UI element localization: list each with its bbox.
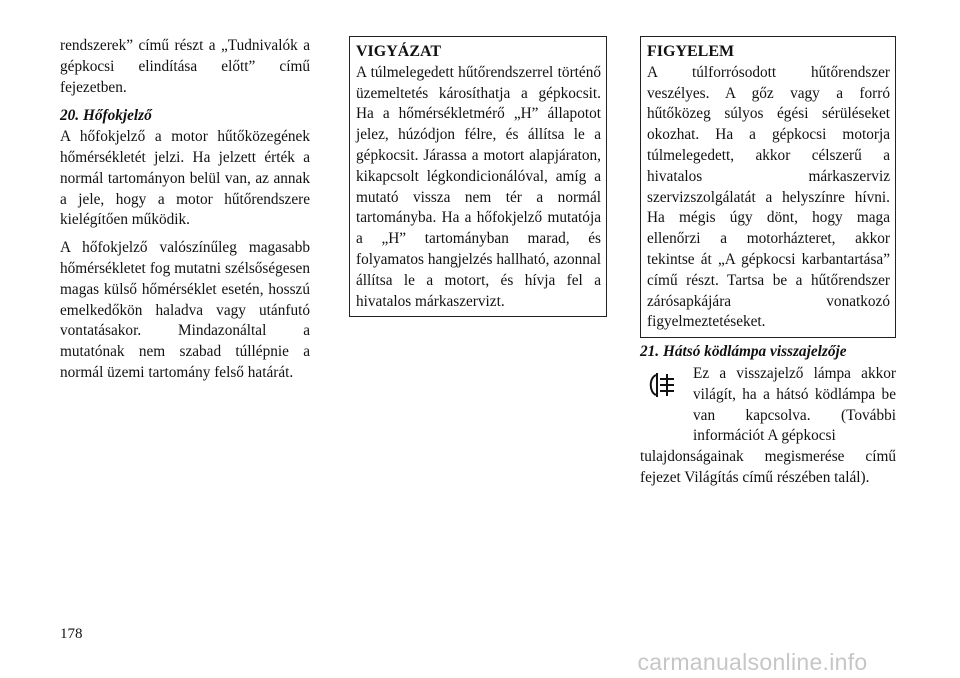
caution-title: FIGYELEM xyxy=(647,43,735,60)
column-right xyxy=(640,36,896,489)
rear-fog-indicator-block xyxy=(640,364,896,447)
watermark: carmanualsonline.info xyxy=(637,648,868,675)
intro-paragraph: rendszerek” című részt a „Tudnivalók a gépkocsi elindítása előtt” című fejezetben. xyxy=(60,37,310,96)
column-middle xyxy=(349,36,607,317)
caution-text: A túlforrósodott hűtőrendszer veszélyes. A gőz vagy a forró hűtőközeg súlyos égési sérüléseket okozhat. Ha a gépkocsi motorja túlmelegedett, akkor célszerű a hivatalos márkaszerviz szervizszolgálatát a helyszínre hívni. Ha mégis úgy dönt, hogy maga ellenőrzi a motorházteret, akkor tekintse át „A gépkocsi karbantartása” című részt. Tartsa be a hűtőrendszer zárósapkájára vonatkozó figyelmeztetéseket. xyxy=(647,63,890,331)
rear-fog-text: Ez a visszajelző lámpa akkor világít, ha a hátsó ködlámpa be van kapcsolva. (További információt A gépkocsi xyxy=(693,364,896,445)
section-heading-temperature-gauge: 20. Hőfokjelző xyxy=(60,107,152,125)
rear-fog-lamp-icon xyxy=(644,370,678,400)
caution-box xyxy=(640,36,896,338)
warning-box xyxy=(349,36,607,317)
section-heading-rear-fog: 21. Hátsó ködlámpa visszajelzője xyxy=(640,343,847,361)
page-number: 178 xyxy=(60,626,83,642)
temperature-gauge-paragraph-1: A hőfokjelző a motor hűtőközegének hőmérsékletét jelzi. Ha jelzett érték a normál tartományon belül van, az annak a jele, hogy a motor hűtőrendszere kielégítően működik. xyxy=(60,128,310,229)
temperature-gauge-paragraph-2: A hőfokjelző valószínűleg magasabb hőmérsékletet fog mutatni szélsőségesen magas külső hőmérséklet esetén, hosszú emelkedőkön haladva vagy utánfutó vontatásakor. Mindazonáltal a mutatónak nem szabad túllépnie a normál üzemi tartomány felső határát. xyxy=(60,239,310,381)
column-left xyxy=(60,36,310,384)
rear-fog-text-continued: tulajdonságainak megismerése című fejezet Világítás című részében talál). xyxy=(640,448,896,486)
warning-title: VIGYÁZAT xyxy=(356,43,442,60)
warning-text: A túlmelegedett hűtőrendszerrel történő üzemeltetés károsíthatja a gépkocsit. Ha a hőmérsékletmérő „H” állapotot jelez, húzódjon félre, és állítsa le a gépkocsit. Járassa a motort alapjáraton, kikapcsolt légkondicionálóval, amíg a mutató vissza nem tér a normál tartományba. Ha a hőfokjelző mutatója a „H” tartományban marad, és folyamatos hangjelzés hallható, azonnal állítsa le a motort, és hívja fel a hivatalos márkaszervizt. xyxy=(356,63,601,310)
